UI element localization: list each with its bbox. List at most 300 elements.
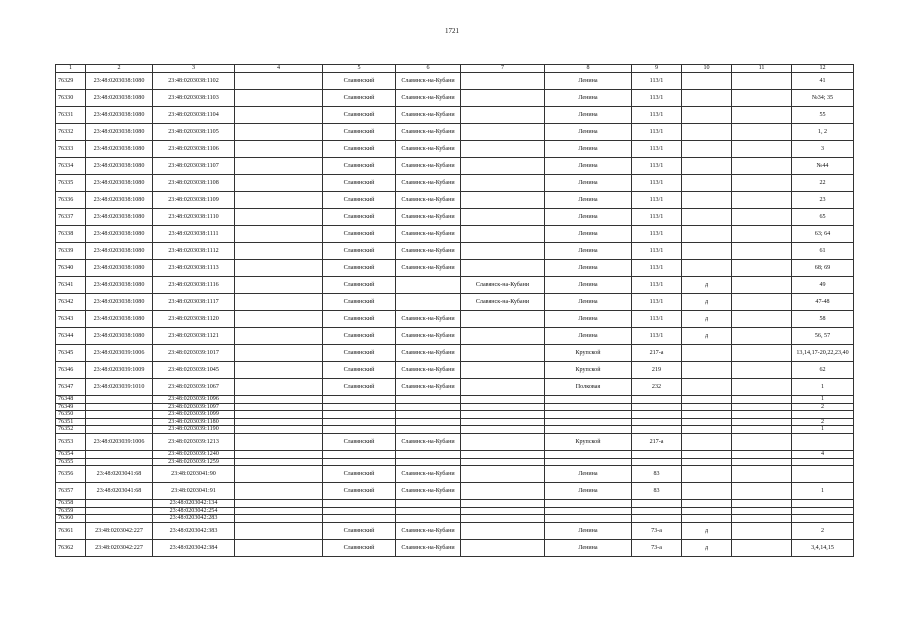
table-cell-col-4 — [235, 450, 323, 458]
table-cell-col-1: 76344 — [56, 328, 86, 345]
table-cell-col-8: Полковая — [545, 379, 632, 396]
table-cell-col-9 — [632, 411, 682, 419]
table-cell-col-7 — [461, 226, 545, 243]
table-row — [56, 107, 854, 124]
table-cell-col-7 — [461, 192, 545, 209]
table-cell-col-8: Ленина — [545, 141, 632, 158]
table-cell-col-9 — [632, 396, 682, 404]
table-cell-col-6 — [396, 418, 461, 426]
table-cell-col-1: 76341 — [56, 277, 86, 294]
table-cell-col-9: 73-а — [632, 539, 682, 556]
table-cell-col-6: Славянск-на-Кубани — [396, 433, 461, 450]
table-cell-col-7: Славянск-на-Кубани — [461, 277, 545, 294]
table-cell-col-3: 23:48:0203039:1097 — [153, 403, 235, 411]
table-cell-col-3: 23:48:0203042:134 — [153, 500, 235, 508]
table-cell-col-7 — [461, 175, 545, 192]
column-header-11: 11 — [732, 65, 792, 73]
table-cell-col-3: 23:48:0203039:1259 — [153, 458, 235, 466]
table-cell-col-2: 23:48:0203038:1080 — [86, 175, 153, 192]
table-cell-col-1: 76343 — [56, 311, 86, 328]
table-row — [56, 362, 854, 379]
table-cell-col-9: 113/1 — [632, 311, 682, 328]
table-cell-col-7 — [461, 522, 545, 539]
table-row — [56, 403, 854, 411]
table-cell-col-7 — [461, 243, 545, 260]
table-cell-col-4 — [235, 500, 323, 508]
table-cell-col-11 — [732, 260, 792, 277]
table-cell-col-1: 76355 — [56, 458, 86, 466]
table-cell-col-4 — [235, 107, 323, 124]
table-cell-col-7 — [461, 458, 545, 466]
table-cell-col-9: 83 — [632, 466, 682, 483]
table-cell-col-10 — [682, 466, 732, 483]
table-cell-col-8: Ленина — [545, 226, 632, 243]
table-cell-col-7 — [461, 124, 545, 141]
table-cell-col-2 — [86, 458, 153, 466]
table-cell-col-3: 23:48:0203038:1113 — [153, 260, 235, 277]
table-cell-col-1: 76354 — [56, 450, 86, 458]
table-cell-col-11 — [732, 277, 792, 294]
column-header-6: 6 — [396, 65, 461, 73]
table-cell-col-2: 23:48:0203039:1006 — [86, 345, 153, 362]
table-cell-col-6: Славянск-на-Кубани — [396, 175, 461, 192]
table-cell-col-2: 23:48:0203042:227 — [86, 539, 153, 556]
table-cell-col-1: 76361 — [56, 522, 86, 539]
table-cell-col-6: Славянск-на-Кубани — [396, 379, 461, 396]
table-cell-col-12: 2 — [792, 418, 854, 426]
table-cell-col-3: 23:48:0203038:1106 — [153, 141, 235, 158]
table-cell-col-3: 23:48:0203039:1067 — [153, 379, 235, 396]
table-cell-col-12: 61 — [792, 243, 854, 260]
table-cell-col-8 — [545, 450, 632, 458]
table-cell-col-1: 76338 — [56, 226, 86, 243]
table-cell-col-6: Славянск-на-Кубани — [396, 192, 461, 209]
table-cell-col-6: Славянск-на-Кубани — [396, 260, 461, 277]
table-row — [56, 90, 854, 107]
column-header-row — [56, 65, 854, 73]
table-cell-col-5: Славянский — [323, 124, 396, 141]
column-header-1: 1 — [56, 65, 86, 73]
table-row — [56, 141, 854, 158]
table-cell-col-10 — [682, 107, 732, 124]
table-cell-col-2 — [86, 500, 153, 508]
table-cell-col-5: Славянский — [323, 243, 396, 260]
table-cell-col-9: 113/1 — [632, 90, 682, 107]
table-row — [56, 277, 854, 294]
table-cell-col-11 — [732, 124, 792, 141]
table-cell-col-1: 76331 — [56, 107, 86, 124]
table-cell-col-4 — [235, 466, 323, 483]
table-cell-col-7 — [461, 345, 545, 362]
table-cell-col-11 — [732, 483, 792, 500]
table-cell-col-1: 76342 — [56, 294, 86, 311]
table-cell-col-12 — [792, 515, 854, 523]
table-cell-col-5: Славянский — [323, 90, 396, 107]
table-cell-col-2 — [86, 450, 153, 458]
table-cell-col-7 — [461, 418, 545, 426]
table-cell-col-1: 76346 — [56, 362, 86, 379]
table-cell-col-5: Славянский — [323, 277, 396, 294]
column-header-2: 2 — [86, 65, 153, 73]
table-cell-col-10 — [682, 90, 732, 107]
table-cell-col-6: Славянск-на-Кубани — [396, 243, 461, 260]
column-header-5: 5 — [323, 65, 396, 73]
table-cell-col-11 — [732, 396, 792, 404]
table-cell-col-6 — [396, 450, 461, 458]
table-cell-col-9: 232 — [632, 379, 682, 396]
table-cell-col-8: Ленина — [545, 260, 632, 277]
table-cell-col-12: 2 — [792, 522, 854, 539]
table-cell-col-12: 23 — [792, 192, 854, 209]
table-cell-col-1: 76336 — [56, 192, 86, 209]
table-cell-col-4 — [235, 515, 323, 523]
table-cell-col-5 — [323, 426, 396, 434]
table-cell-col-7 — [461, 311, 545, 328]
table-cell-col-11 — [732, 175, 792, 192]
table-cell-col-4 — [235, 539, 323, 556]
table-cell-col-4 — [235, 483, 323, 500]
table-row — [56, 209, 854, 226]
table-cell-col-12: 63; 64 — [792, 226, 854, 243]
table-cell-col-12 — [792, 507, 854, 515]
table-cell-col-9: 113/1 — [632, 158, 682, 175]
table-cell-col-3: 23:48:0203039:1017 — [153, 345, 235, 362]
table-cell-col-3: 23:48:0203038:1105 — [153, 124, 235, 141]
table-cell-col-9 — [632, 515, 682, 523]
table-cell-col-3: 23:48:0203038:1110 — [153, 209, 235, 226]
table-row — [56, 192, 854, 209]
table-cell-col-11 — [732, 141, 792, 158]
table-cell-col-10 — [682, 209, 732, 226]
table-cell-col-4 — [235, 260, 323, 277]
table-cell-col-10: д — [682, 277, 732, 294]
table-cell-col-8 — [545, 500, 632, 508]
table-cell-col-11 — [732, 311, 792, 328]
table-cell-col-10 — [682, 124, 732, 141]
table-cell-col-7 — [461, 328, 545, 345]
table-cell-col-6 — [396, 500, 461, 508]
table-cell-col-12: 22 — [792, 175, 854, 192]
table-cell-col-7 — [461, 411, 545, 419]
table-cell-col-7 — [461, 403, 545, 411]
table-cell-col-6: Славянск-на-Кубани — [396, 345, 461, 362]
table-cell-col-8: Крупской — [545, 433, 632, 450]
table-cell-col-9 — [632, 418, 682, 426]
table-cell-col-12: 3,4,14,15 — [792, 539, 854, 556]
table-cell-col-6: Славянск-на-Кубани — [396, 158, 461, 175]
table-cell-col-4 — [235, 158, 323, 175]
table-cell-col-1: 76357 — [56, 483, 86, 500]
table-cell-col-8: Ленина — [545, 90, 632, 107]
table-cell-col-4 — [235, 226, 323, 243]
table-cell-col-10 — [682, 411, 732, 419]
table-cell-col-5: Славянский — [323, 362, 396, 379]
table-cell-col-5 — [323, 458, 396, 466]
table-cell-col-11 — [732, 73, 792, 90]
table-cell-col-8 — [545, 507, 632, 515]
table-cell-col-12: 55 — [792, 107, 854, 124]
table-cell-col-2 — [86, 507, 153, 515]
table-cell-col-5: Славянский — [323, 192, 396, 209]
table-cell-col-3: 23:48:0203038:1121 — [153, 328, 235, 345]
table-cell-col-9: 113/1 — [632, 260, 682, 277]
column-header-4: 4 — [235, 65, 323, 73]
table-cell-col-9: 113/1 — [632, 277, 682, 294]
table-cell-col-2 — [86, 515, 153, 523]
table-cell-col-3: 23:48:0203039:1099 — [153, 411, 235, 419]
table-cell-col-8: Ленина — [545, 328, 632, 345]
table-cell-col-2: 23:48:0203038:1080 — [86, 277, 153, 294]
table-cell-col-9: 113/1 — [632, 294, 682, 311]
table-cell-col-3: 23:48:0203042:384 — [153, 539, 235, 556]
table-cell-col-9: 113/1 — [632, 226, 682, 243]
table-cell-col-6 — [396, 507, 461, 515]
table-row — [56, 73, 854, 90]
table-cell-col-2: 23:48:0203041:68 — [86, 466, 153, 483]
table-cell-col-2 — [86, 411, 153, 419]
table-cell-col-3: 23:48:0203038:1120 — [153, 311, 235, 328]
column-header-8: 8 — [545, 65, 632, 73]
table-cell-col-11 — [732, 379, 792, 396]
table-cell-col-7 — [461, 107, 545, 124]
table-cell-col-10 — [682, 362, 732, 379]
table-cell-col-3: 23:48:0203038:1111 — [153, 226, 235, 243]
table-cell-col-8 — [545, 396, 632, 404]
table-cell-col-4 — [235, 345, 323, 362]
table-cell-col-1: 76337 — [56, 209, 86, 226]
table-cell-col-10 — [682, 175, 732, 192]
table-cell-col-6 — [396, 515, 461, 523]
table-cell-col-3: 23:48:0203038:1116 — [153, 277, 235, 294]
table-cell-col-12: 49 — [792, 277, 854, 294]
table-cell-col-12 — [792, 458, 854, 466]
page-number: 1721 — [445, 27, 459, 35]
table-cell-col-3: 23:48:0203041:90 — [153, 466, 235, 483]
table-row — [56, 396, 854, 404]
table-cell-col-2 — [86, 396, 153, 404]
table-cell-col-11 — [732, 226, 792, 243]
table-cell-col-7 — [461, 379, 545, 396]
table-cell-col-10 — [682, 345, 732, 362]
table-cell-col-6: Славянск-на-Кубани — [396, 522, 461, 539]
table-cell-col-5 — [323, 411, 396, 419]
table-cell-col-3: 23:48:0203039:1180 — [153, 418, 235, 426]
table-cell-col-3: 23:48:0203039:1096 — [153, 396, 235, 404]
table-cell-col-3: 23:48:0203038:1103 — [153, 90, 235, 107]
table-cell-col-11 — [732, 522, 792, 539]
table-row — [56, 507, 854, 515]
table-cell-col-2: 23:48:0203038:1080 — [86, 73, 153, 90]
table-cell-col-9: 113/1 — [632, 243, 682, 260]
table-cell-col-3: 23:48:0203038:1104 — [153, 107, 235, 124]
table-cell-col-8 — [545, 403, 632, 411]
table-cell-col-9: 113/1 — [632, 141, 682, 158]
table-cell-col-10 — [682, 433, 732, 450]
table-cell-col-6 — [396, 396, 461, 404]
table-cell-col-1: 76350 — [56, 411, 86, 419]
table-cell-col-10 — [682, 141, 732, 158]
table-cell-col-4 — [235, 522, 323, 539]
table-cell-col-5: Славянский — [323, 158, 396, 175]
table-cell-col-4 — [235, 73, 323, 90]
column-header-3: 3 — [153, 65, 235, 73]
table-cell-col-10 — [682, 243, 732, 260]
table-cell-col-1: 76347 — [56, 379, 86, 396]
table-row — [56, 243, 854, 260]
table-cell-col-1: 76349 — [56, 403, 86, 411]
table-cell-col-12 — [792, 411, 854, 419]
table-cell-col-1: 76362 — [56, 539, 86, 556]
table-cell-col-6: Славянск-на-Кубани — [396, 483, 461, 500]
table-cell-col-12: 65 — [792, 209, 854, 226]
table-cell-col-4 — [235, 403, 323, 411]
table-cell-col-7: Славянск-на-Кубани — [461, 294, 545, 311]
table-cell-col-9 — [632, 458, 682, 466]
registry-table — [55, 64, 854, 557]
table-cell-col-5: Славянский — [323, 483, 396, 500]
table-cell-col-12: 1 — [792, 483, 854, 500]
table-cell-col-5 — [323, 515, 396, 523]
table-row — [56, 311, 854, 328]
table-cell-col-10 — [682, 396, 732, 404]
table-cell-col-8: Ленина — [545, 277, 632, 294]
table-cell-col-8: Ленина — [545, 243, 632, 260]
table-row — [56, 158, 854, 175]
table-cell-col-6 — [396, 426, 461, 434]
table-cell-col-11 — [732, 500, 792, 508]
table-cell-col-8: Крупской — [545, 345, 632, 362]
table-cell-col-1: 76348 — [56, 396, 86, 404]
table-cell-col-12: 1 — [792, 379, 854, 396]
table-cell-col-8: Ленина — [545, 107, 632, 124]
column-header-7: 7 — [461, 65, 545, 73]
table-body — [56, 73, 854, 557]
table-cell-col-1: 76360 — [56, 515, 86, 523]
table-cell-col-1: 76358 — [56, 500, 86, 508]
table-cell-col-2: 23:48:0203038:1080 — [86, 260, 153, 277]
table-cell-col-7 — [461, 483, 545, 500]
table-cell-col-1: 76351 — [56, 418, 86, 426]
table-cell-col-10: д — [682, 294, 732, 311]
table-cell-col-7 — [461, 90, 545, 107]
table-cell-col-5: Славянский — [323, 294, 396, 311]
table-cell-col-3: 23:48:0203038:1117 — [153, 294, 235, 311]
table-cell-col-8: Ленина — [545, 311, 632, 328]
table-cell-col-10 — [682, 379, 732, 396]
table-cell-col-2: 23:48:0203038:1080 — [86, 141, 153, 158]
table-cell-col-8 — [545, 515, 632, 523]
table-cell-col-1: 76339 — [56, 243, 86, 260]
table-cell-col-3: 23:48:0203042:283 — [153, 515, 235, 523]
table-cell-col-10 — [682, 158, 732, 175]
table-row — [56, 515, 854, 523]
table-cell-col-9: 83 — [632, 483, 682, 500]
table-cell-col-2: 23:48:0203038:1080 — [86, 328, 153, 345]
table-cell-col-5 — [323, 396, 396, 404]
table-row — [56, 175, 854, 192]
table-cell-col-7 — [461, 426, 545, 434]
table-cell-col-5: Славянский — [323, 73, 396, 90]
table-cell-col-6: Славянск-на-Кубани — [396, 311, 461, 328]
table-cell-col-7 — [461, 73, 545, 90]
table-cell-col-4 — [235, 294, 323, 311]
table-cell-col-5: Славянский — [323, 522, 396, 539]
table-cell-col-10: д — [682, 539, 732, 556]
table-cell-col-8: Ленина — [545, 483, 632, 500]
table-cell-col-5: Славянский — [323, 311, 396, 328]
table-cell-col-4 — [235, 433, 323, 450]
table-cell-col-10: д — [682, 311, 732, 328]
table-cell-col-7 — [461, 500, 545, 508]
table-cell-col-2: 23:48:0203038:1080 — [86, 311, 153, 328]
table-cell-col-5: Славянский — [323, 379, 396, 396]
table-cell-col-9 — [632, 507, 682, 515]
table-cell-col-2: 23:48:0203038:1080 — [86, 124, 153, 141]
column-header-9: 9 — [632, 65, 682, 73]
table-cell-col-11 — [732, 426, 792, 434]
table-cell-col-9 — [632, 500, 682, 508]
table-cell-col-1: 76335 — [56, 175, 86, 192]
table-cell-col-3: 23:48:0203038:1102 — [153, 73, 235, 90]
table-cell-col-3: 23:48:0203038:1112 — [153, 243, 235, 260]
table-cell-col-4 — [235, 396, 323, 404]
table-cell-col-11 — [732, 403, 792, 411]
table-cell-col-5: Славянский — [323, 466, 396, 483]
table-cell-col-4 — [235, 418, 323, 426]
table-cell-col-2 — [86, 403, 153, 411]
table-row — [56, 411, 854, 419]
table-cell-col-9: 113/1 — [632, 175, 682, 192]
table-cell-col-5: Славянский — [323, 141, 396, 158]
table-cell-col-3: 23:48:0203038:1108 — [153, 175, 235, 192]
table-cell-col-2: 23:48:0203038:1080 — [86, 90, 153, 107]
table-cell-col-1: 76333 — [56, 141, 86, 158]
table-cell-col-10 — [682, 192, 732, 209]
table-cell-col-5 — [323, 418, 396, 426]
table-cell-col-9 — [632, 426, 682, 434]
table-cell-col-5: Славянский — [323, 107, 396, 124]
table-cell-col-7 — [461, 466, 545, 483]
table-cell-col-8: Ленина — [545, 124, 632, 141]
table-cell-col-5: Славянский — [323, 209, 396, 226]
table-cell-col-2: 23:48:0203039:1006 — [86, 433, 153, 450]
table-cell-col-7 — [461, 515, 545, 523]
table-cell-col-12: №44 — [792, 158, 854, 175]
table-cell-col-9: 217-а — [632, 345, 682, 362]
table-row — [56, 426, 854, 434]
table-cell-col-11 — [732, 433, 792, 450]
table-cell-col-6: Славянск-на-Кубани — [396, 362, 461, 379]
table-cell-col-5: Славянский — [323, 260, 396, 277]
table-cell-col-7 — [461, 209, 545, 226]
table-cell-col-10 — [682, 418, 732, 426]
table-cell-col-4 — [235, 411, 323, 419]
table-cell-col-5 — [323, 507, 396, 515]
table-cell-col-6 — [396, 411, 461, 419]
table-cell-col-4 — [235, 426, 323, 434]
table-cell-col-6: Славянск-на-Кубани — [396, 141, 461, 158]
table-cell-col-4 — [235, 243, 323, 260]
table-cell-col-2: 23:48:0203038:1080 — [86, 209, 153, 226]
table-cell-col-8: Крупской — [545, 362, 632, 379]
table-cell-col-10 — [682, 507, 732, 515]
table-cell-col-8 — [545, 458, 632, 466]
table-cell-col-12: 56, 57 — [792, 328, 854, 345]
table-cell-col-11 — [732, 158, 792, 175]
table-cell-col-9 — [632, 403, 682, 411]
table-cell-col-4 — [235, 141, 323, 158]
table-cell-col-4 — [235, 311, 323, 328]
